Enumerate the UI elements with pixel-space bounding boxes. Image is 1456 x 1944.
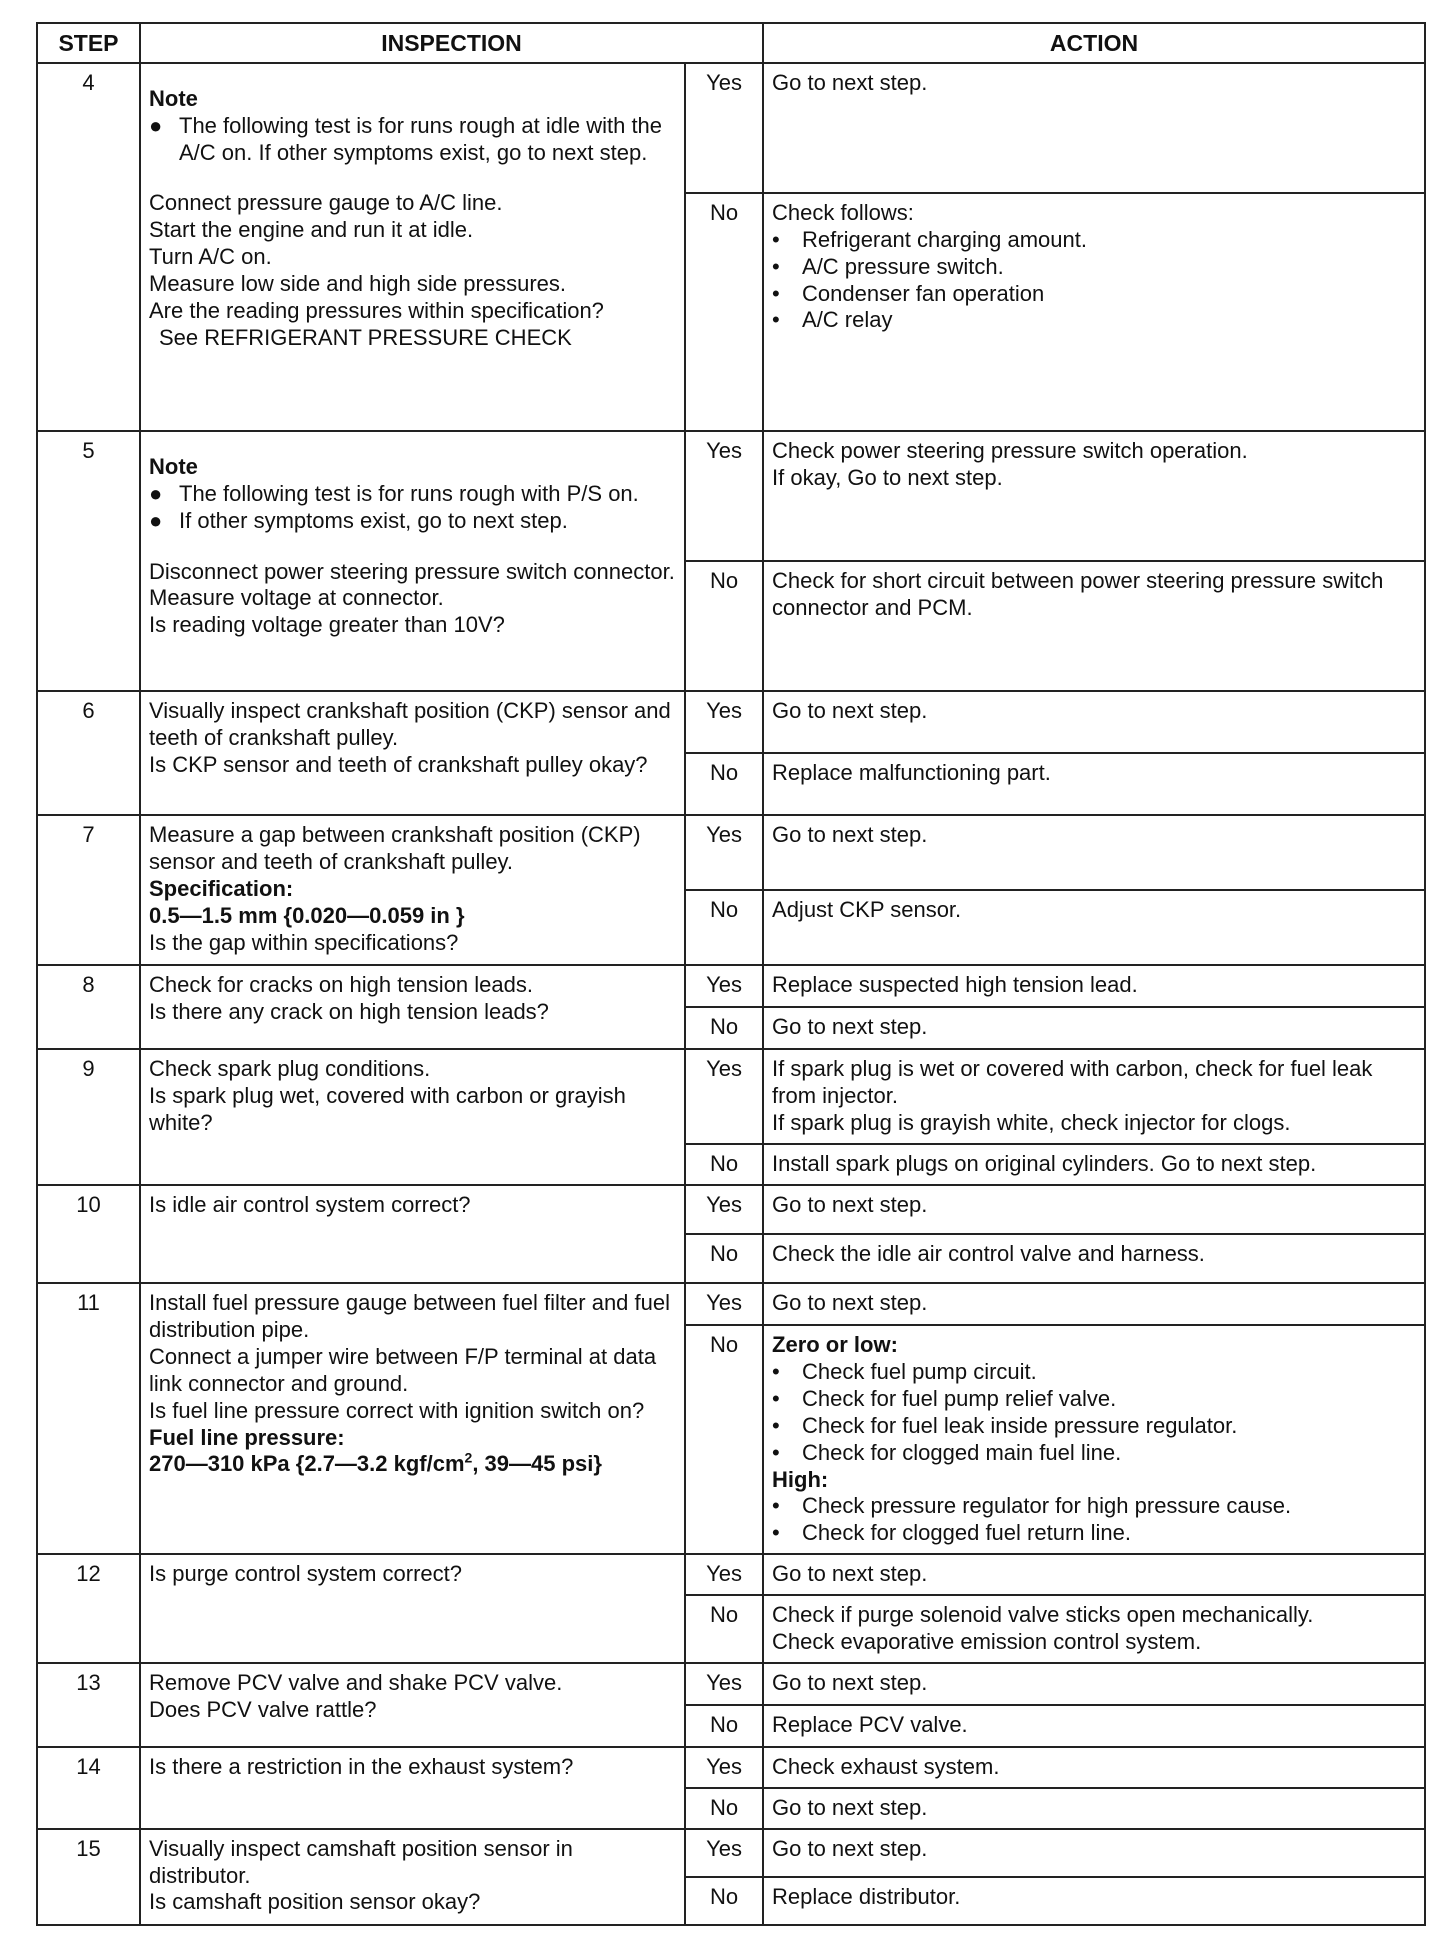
spec-label: Specification:: [149, 875, 294, 901]
no-label: No: [685, 193, 763, 431]
no-action: Install spark plugs on original cylinders. Go to next step.: [763, 1144, 1425, 1185]
note-title: Note: [149, 454, 198, 480]
inspection-cell: Is purge control system correct?: [140, 1554, 685, 1663]
no-label: No: [685, 1007, 763, 1049]
spec-value: 0.5—1.5 mm {0.020—0.059 in }: [149, 902, 465, 928]
bullet-icon: ●: [149, 480, 163, 506]
step-number: 14: [37, 1747, 140, 1829]
table-header-row: [37, 23, 1425, 63]
no-label: No: [685, 561, 763, 691]
step-number: 5: [37, 431, 140, 691]
yes-label: Yes: [685, 1283, 763, 1325]
action-title: Check follows:: [772, 200, 914, 226]
inspection-line: Connect pressure gauge to A/C line.: [149, 190, 503, 216]
bullet-icon: •: [772, 1386, 780, 1412]
step-number: 12: [37, 1554, 140, 1663]
header-action: ACTION: [763, 23, 1425, 63]
header-inspection: INSPECTION: [140, 23, 763, 63]
yes-label: Yes: [685, 691, 763, 753]
step-number: 10: [37, 1185, 140, 1283]
inspection-line: Are the reading pressures within specification?: [149, 297, 604, 323]
yes-label: Yes: [685, 1747, 763, 1788]
yes-label: Yes: [685, 431, 763, 561]
inspection-cell: Measure a gap between crankshaft position (CKP) sensor and teeth of crankshaft pulley. Specification: 0.5—1.5 mm {0.020—0.059 in } Is the gap within specifications?: [140, 815, 685, 965]
no-label: No: [685, 1877, 763, 1925]
no-action: Go to next step.: [763, 1007, 1425, 1049]
yes-action: Go to next step.: [763, 1283, 1425, 1325]
no-action: Replace PCV valve.: [763, 1705, 1425, 1747]
no-label: No: [685, 1234, 763, 1283]
yes-action: Go to next step.: [763, 815, 1425, 890]
yes-action: Go to next step.: [763, 691, 1425, 753]
step-number: 4: [37, 63, 140, 431]
table-row: [37, 1829, 1425, 1877]
bullet-icon: •: [772, 1439, 780, 1465]
inspection-cell: Check for cracks on high tension leads. Is there any crack on high tension leads?: [140, 965, 685, 1049]
inspection-line: Measure low side and high side pressures.: [149, 270, 567, 296]
spec-value: 270—310 kPa {2.7—3.2 kgf/$cm^2$, 39—45 psi}: [149, 1450, 602, 1477]
yes-label: Yes: [685, 1049, 763, 1144]
yes-label: Yes: [685, 1829, 763, 1877]
yes-label: Yes: [685, 815, 763, 890]
no-action: Check the idle air control valve and harness.: [763, 1234, 1425, 1283]
no-action: Replace distributor.: [763, 1877, 1425, 1925]
bullet-icon: •: [772, 280, 780, 306]
table-row: [37, 1283, 1425, 1325]
spec-label: Fuel line pressure:: [149, 1424, 345, 1450]
yes-action: Go to next step.: [763, 1829, 1425, 1877]
note-title: Note: [149, 86, 198, 111]
no-action: Check follows: • Refrigerant charging amount. • A/C pressure switch. • Condenser fan operation • A/C relay: [763, 193, 1425, 431]
inspection-line: Start the engine and run it at idle.: [149, 217, 474, 243]
no-label: No: [685, 1325, 763, 1554]
inspection-cell: Install fuel pressure gauge between fuel filter and fuel distribution pipe. Connect a jumper wire between F/P terminal at data link connector and ground. Is fuel line pressure correct with ignition switch on? Fuel line pressure: 270—310 kPa {2.7—3.2 kgf/$cm^2$, 39—45 psi}: [140, 1283, 685, 1554]
yes-label: Yes: [685, 1663, 763, 1705]
yes-label: Yes: [685, 1185, 763, 1234]
inspection-cell: Is there a restriction in the exhaust system?: [140, 1747, 685, 1829]
yes-label: Yes: [685, 1554, 763, 1595]
no-label: No: [685, 753, 763, 815]
step-number: 9: [37, 1049, 140, 1185]
inspection-cell: Visually inspect crankshaft position (CKP) sensor and teeth of crankshaft pulley. Is CKP sensor and teeth of crankshaft pulley okay?: [140, 691, 685, 815]
table-row: [37, 63, 1425, 193]
table-row: [37, 1554, 1425, 1595]
bullet-icon: •: [772, 307, 780, 333]
inspection-line: Is reading voltage greater than 10V?: [149, 612, 505, 638]
table-row: [37, 1185, 1425, 1234]
inspection-cell: Remove PCV valve and shake PCV valve. Does PCV valve rattle?: [140, 1663, 685, 1747]
inspection-cell: [140, 63, 685, 431]
bullet-icon: ●: [149, 112, 163, 138]
header-step: STEP: [37, 23, 140, 63]
yes-action: Go to next step.: [763, 63, 1425, 193]
inspection-cell: Is idle air control system correct?: [140, 1185, 685, 1283]
bullet-icon: •: [772, 1412, 780, 1438]
yes-label: Yes: [685, 965, 763, 1007]
yes-action: Go to next step.: [763, 1185, 1425, 1234]
no-action: Zero or low: • Check fuel pump circuit. • Check for fuel pump relief valve. • Check for fuel leak inside pressure regulator. • Check for clogged main fuel line. High: • Check pressure regulator for high pressure cause. • Check for clogged fuel return line.: [763, 1325, 1425, 1554]
inspection-line: See REFRIGERANT PRESSURE CHECK: [159, 324, 572, 350]
no-action: Check if purge solenoid valve sticks open mechanically. Check evaporative emission control system.: [763, 1595, 1425, 1663]
bullet-icon: •: [772, 1520, 780, 1546]
no-label: No: [685, 1788, 763, 1829]
diagnostic-table-page: [36, 22, 1426, 1926]
table-row: [37, 431, 1425, 561]
inspection-line: Turn A/C on.: [149, 244, 272, 270]
bullet-icon: ●: [149, 507, 163, 533]
note-bullet: ● The following test is for runs rough at idle with the A/C on. If other symptoms exist, go to next step.: [149, 112, 663, 165]
bullet-icon: •: [772, 1493, 780, 1519]
step-number: 11: [37, 1283, 140, 1554]
step-number: 15: [37, 1829, 140, 1925]
no-label: No: [685, 1144, 763, 1185]
step-number: 6: [37, 691, 140, 815]
step-number: 7: [37, 815, 140, 965]
yes-action: If spark plug is wet or covered with carbon, check for fuel leak from injector. If spark plug is grayish white, check injector for clogs.: [763, 1049, 1425, 1144]
table-row: [37, 815, 1425, 890]
inspection-cell: Check spark plug conditions. Is spark plug wet, covered with carbon or grayish white?: [140, 1049, 685, 1185]
bullet-icon: •: [772, 253, 780, 279]
table-row: [37, 1747, 1425, 1788]
no-action: Check for short circuit between power steering pressure switch connector and PCM.: [763, 561, 1425, 691]
yes-action: Replace suspected high tension lead.: [763, 965, 1425, 1007]
yes-label: Yes: [685, 63, 763, 193]
step-number: 8: [37, 965, 140, 1049]
bullet-icon: •: [772, 1359, 780, 1385]
inspection-line: Disconnect power steering pressure switch connector. Measure voltage at connector.: [149, 558, 675, 611]
no-label: No: [685, 1595, 763, 1663]
table-row: [37, 1049, 1425, 1144]
inspection-cell: Note ● The following test is for runs rough with P/S on. ● If other symptoms exist, go to next step. Disconnect power steering pressure switch connector. Measure voltage at connector. Is reading voltage greater than 10V?: [140, 431, 685, 691]
table-row: [37, 1663, 1425, 1705]
bullet-icon: •: [772, 226, 780, 252]
no-label: No: [685, 890, 763, 965]
inspection-cell: Visually inspect camshaft position sensor in distributor. Is camshaft position sensor okay?: [140, 1829, 685, 1925]
table-row: [37, 691, 1425, 753]
no-action: Adjust CKP sensor.: [763, 890, 1425, 965]
yes-action: Go to next step.: [763, 1663, 1425, 1705]
no-action: Replace malfunctioning part.: [763, 753, 1425, 815]
diagnostic-table: [36, 22, 1426, 1926]
step-number: 13: [37, 1663, 140, 1747]
no-label: No: [685, 1705, 763, 1747]
yes-action: Check exhaust system.: [763, 1747, 1425, 1788]
yes-action: Check power steering pressure switch operation. If okay, Go to next step.: [763, 431, 1425, 561]
no-action: Go to next step.: [763, 1788, 1425, 1829]
yes-action: Go to next step.: [763, 1554, 1425, 1595]
table-row: [37, 965, 1425, 1007]
